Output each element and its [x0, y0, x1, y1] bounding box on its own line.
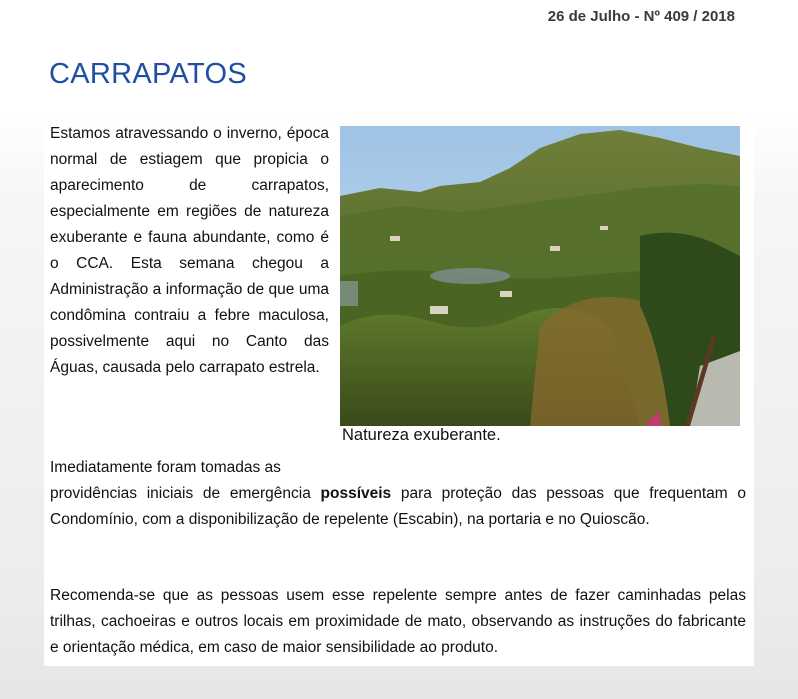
paragraph-actions-first-line: Imediatamente foram tomadas as	[50, 459, 281, 476]
paragraph-actions-text-2: para proteção das pessoas que frequentam o Condomínio, com a disponibilização de repelente (Escabin), na portaria e no Quioscão.	[50, 485, 746, 528]
photo-caption: Natureza exuberante.	[342, 426, 501, 444]
article-body	[44, 126, 754, 666]
emphasis-possiveis: possíveis	[320, 485, 392, 502]
landscape-photo	[340, 126, 740, 426]
paragraph-actions	[50, 481, 746, 533]
article-title: CARRAPATOS	[49, 58, 247, 90]
issue-date-number: 26 de Julho - Nº 409 / 2018	[547, 8, 735, 25]
paragraph-intro: Estamos atravessando o inverno, época normal de estiagem que propicia o aparecimento de carrapatos, especialmente em regiões de natureza exuberante e fauna abundante, como é o CCA. Esta semana chegou a Administração a informação de que uma condômina contraiu a febre maculosa, possivelmente aqui no Canto das Águas, causada pelo carrapato estrela.	[50, 125, 329, 376]
paragraph-actions-text-1: providências iniciais de emergência	[50, 485, 321, 502]
paragraph-recommendation: Recomenda-se que as pessoas usem esse repelente sempre antes de fazer caminhadas pelas trilhas, cachoeiras e outros locais em proximidade de mato, observando as instruções do fabricante e orientação médica, em caso de maior sensibilidade ao produto.	[50, 587, 746, 656]
